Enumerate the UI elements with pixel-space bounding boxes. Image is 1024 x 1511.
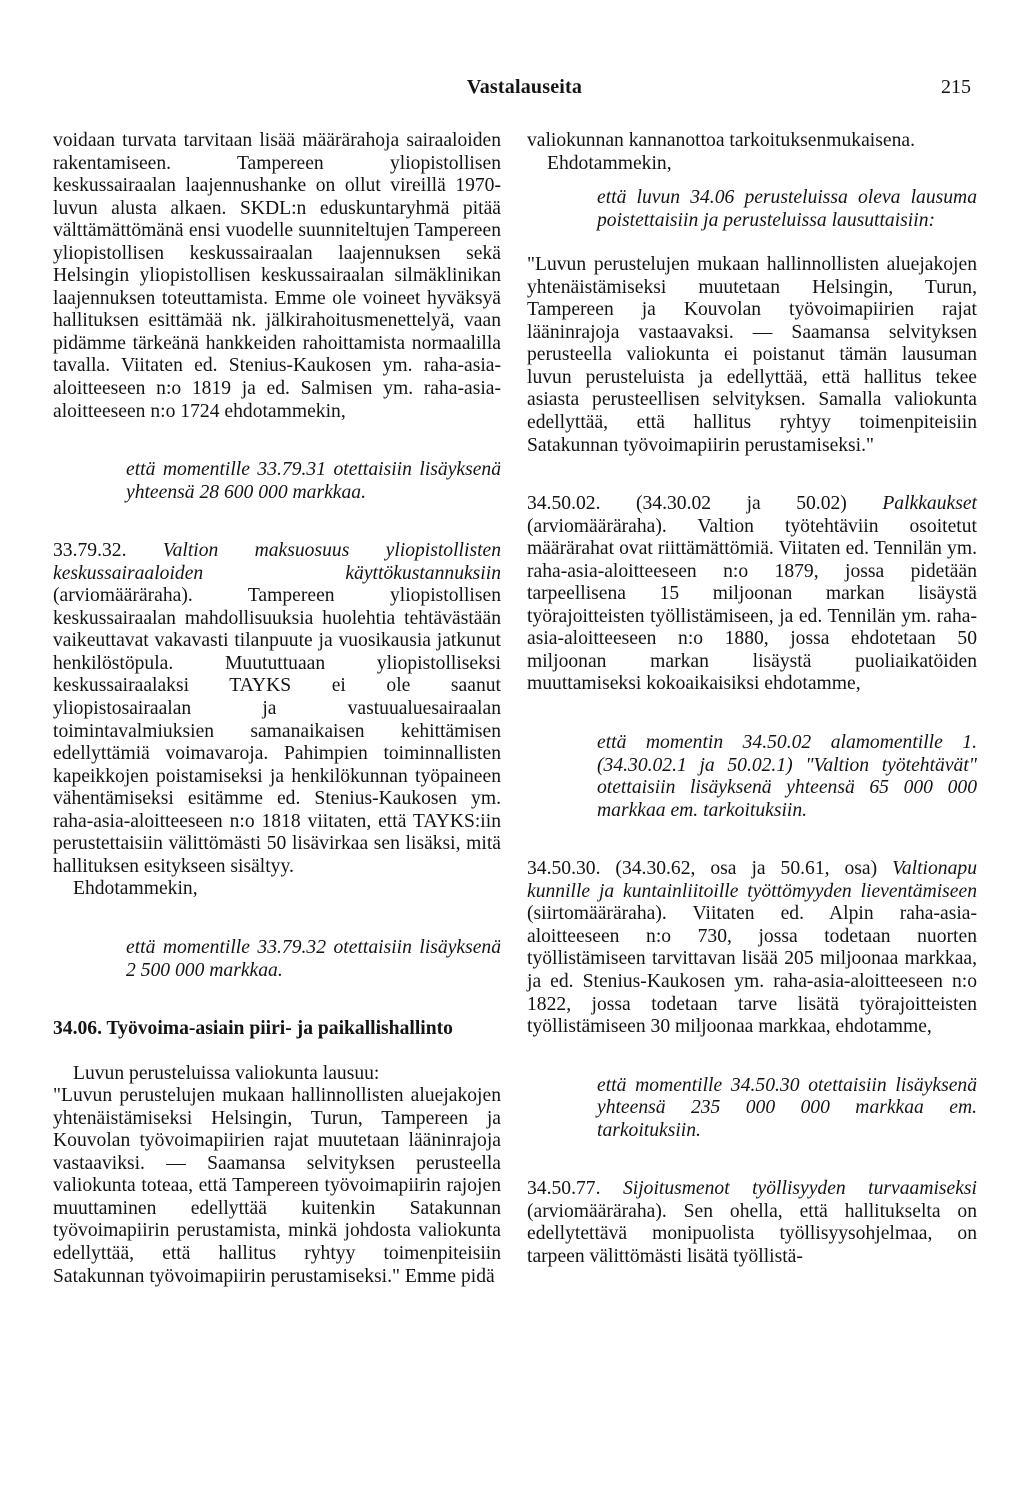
paragraph: Ehdotammekin,	[547, 152, 672, 174]
paragraph: Ehdotammekin,	[73, 878, 198, 900]
paragraph: voidaan turvata tarvitaan lisää määrärahoja sairaaloiden rakentamiseen. Tampereen yliopistollisen keskussairaalan laajennushanke on ollut vireillä 1970-luvun alusta alkaen. SKDL:n eduskuntaryhmä pitää välttämättömänä ensi vuodelle suunniteltujen Tampereen yliopistollisen keskussairaalan laajennuksen sekä Helsingin yliopistollisen keskussairaalan silmäklinikan laajennuksen toteuttamista. Emme ole voineet hyväksyä hallituksen esittämää nk. jälkirahoitusmenettelyä, vaan pidämme tärkeänä hankkeiden rahoittamista normaalilla tavalla. Viitaten ed. Stenius-Kaukosen ym. raha-asia-aloitteeseen n:o 1819 ja ed. Salmisen ym. raha-asia-aloitteeseen n:o 1724 ehdotammekin,	[53, 130, 501, 422]
motion-statement: että luvun 34.06 perusteluissa oleva lausuma poistettaisiin ja perusteluissa lausuttaisiin:	[597, 187, 977, 231]
item-title: Valtion maksuosuus yliopistollisten keskussairaaloiden käyttökustannuksiin	[53, 540, 502, 584]
paragraph-text: (arviomääräraha). Valtion työtehtäviin osoitetut määrärahat ovat riittämättömiä. Viitaten ed. Tennilän ym. raha-asia-aloitteeseen n:o 1879, jossa pidetään tarpeellisena 15 miljoonan markan lisäystä työrajoitteisten työllistämiseen, ja ed. Tennilän ym. raha-asia-aloitteeseen n:o 1880, jossa ehdotetaan 50 miljoonan markan lisäystä puoliaikatöiden muuttamiseksi kokoaikaisiksi ehdotamme,	[527, 515, 977, 695]
item-title: Palkkaukset	[882, 493, 977, 515]
motion-statement: että momentille 33.79.32 otettaisiin lisäyksenä 2 500 000 markkaa.	[126, 936, 501, 981]
paragraph-text: (siirtomääräraha). Viitaten ed. Alpin raha-asia-aloitteeseen n:o 730, jossa todetaan nuorten työllistämiseen tarvittavan lisää 205 miljoonaa markkaa, ja ed. Stenius-Kaukosen ym. raha-asia-aloitteeseen n:o 1822, jossa todetaan tarve lisätä työrajoitteisten työllistämiseen 30 miljoonaa markkaa, ehdotamme,	[527, 903, 977, 1038]
paragraph-text: (arviomääräraha). Sen ohella, että hallitukselta on edellytettävä monipuolista työllisyysohjelmaa, on tarpeen välittömästi lisätä työllistä-	[527, 1200, 977, 1267]
paragraph: valiokunnan kannanottoa tarkoituksenmukaisena.	[527, 130, 915, 151]
page-number: 215	[941, 76, 971, 98]
item-title: Sijoitusmenot työllisyyden turvaamiseksi	[622, 1178, 978, 1200]
motion-statement: että momentille 33.79.31 otettaisiin lisäyksenä yhteensä 28 600 000 markkaa.	[126, 459, 501, 503]
paragraph	[527, 1178, 977, 1268]
paragraph: Luvun perusteluissa valiokunta lausuu:	[73, 1062, 380, 1084]
motion-statement: että momentin 34.50.02 alamomentille 1. (34.30.02.1 ja 50.02.1) "Valtion työtehtävät" otettaisiin lisäyksenä yhteensä 65 000 000 markkaa em. tarkoituksiin.	[597, 732, 977, 821]
item-title: Valtionapu kunnille ja kuntainliitoille työttömyyden lieventämiseen	[527, 858, 977, 902]
left-column	[53, 130, 501, 1288]
motion-statement: että momentille 34.50.30 otettaisiin lisäyksenä yhteensä 235 000 000 markkaa em. tarkoituksiin.	[597, 1074, 977, 1141]
item-number: 34.50.30. (34.30.62, osa ja 50.61, osa)	[527, 858, 878, 880]
paragraph-text: (arviomääräraha). Tampereen yliopistollisen keskussairaalan mahdollisuuksia huolehtia tehtävästään vaikeuttavat vakavasti tilanpuute ja vuosikausia jatkunut henkilöstöpula. Muututtuaan yliopistolliseksi keskussairaalaksi TAYKS ei ole saanut yliopistosairaalan ja vastuualuesairaalan toimintavalmiuksien samanaikaisen kehittämisen edellyttämiä voimavaroja. Pahimpien toiminnallisten kapeikkojen poistamiseksi ja henkilökunnan työpaineen vähentämiseksi esitämme ed. Stenius-Kaukosen ym. raha-asia-aloitteeseen n:o 1818 viitaten, että TAYKS:iin perustettaisiin välittömästi 50 lisävirkaa sen lisäksi, mitä hallituksen esitykseen sisältyy.	[53, 585, 501, 877]
item-number: 33.79.32.	[53, 540, 127, 562]
section-heading: 34.06. Työvoima-asiain piiri- ja paikallishallinto	[53, 1018, 453, 1040]
paragraph	[53, 540, 501, 878]
item-number: 34.50.02. (34.30.02 ja 50.02)	[527, 493, 847, 515]
paragraph	[527, 493, 977, 696]
right-column	[527, 130, 977, 1268]
paragraph	[527, 858, 977, 1038]
page-header-title: Vastalauseita	[466, 76, 583, 98]
quoted-paragraph: "Luvun perustelujen mukaan hallinnollisten aluejakojen yhtenäistämiseksi muutetaan Helsingin, Turun, Tampereen ja Kouvolan työvoimapiirien rajat lääninrajoja vastaavaksi. — Saamansa selvityksen perusteella valiokunta ei poistanut tämän lausuman luvun perusteluista ja edellyttää, että hallitus tekee asiasta perusteellisen selvityksen. Samalla valiokunta edellyttää, että hallitus ryhtyy toimenpiteisiin Satakunnan työvoimapiirin perustamiseksi."	[527, 254, 977, 456]
quoted-paragraph: "Luvun perustelujen mukaan hallinnollisten aluejakojen yhtenäistämiseksi Helsingin, Turun, Tampereen ja Kouvolan työvoimapiirien rajat muutetaan lääninrajoja vastaaviksi. — Saamansa selvityksen perusteella valiokunta toteaa, että Tampereen työvoimapiirin rajojen muuttaminen edellyttää kuitenkin Satakunnan työvoimapiirin perustamista, minkä johdosta valiokunta edellyttää, että hallitus ryhtyy toimenpiteisiin Satakunnan työvoimapiirin perustamiseksi." Emme pidä	[53, 1085, 501, 1287]
item-number: 34.50.77.	[527, 1178, 601, 1200]
